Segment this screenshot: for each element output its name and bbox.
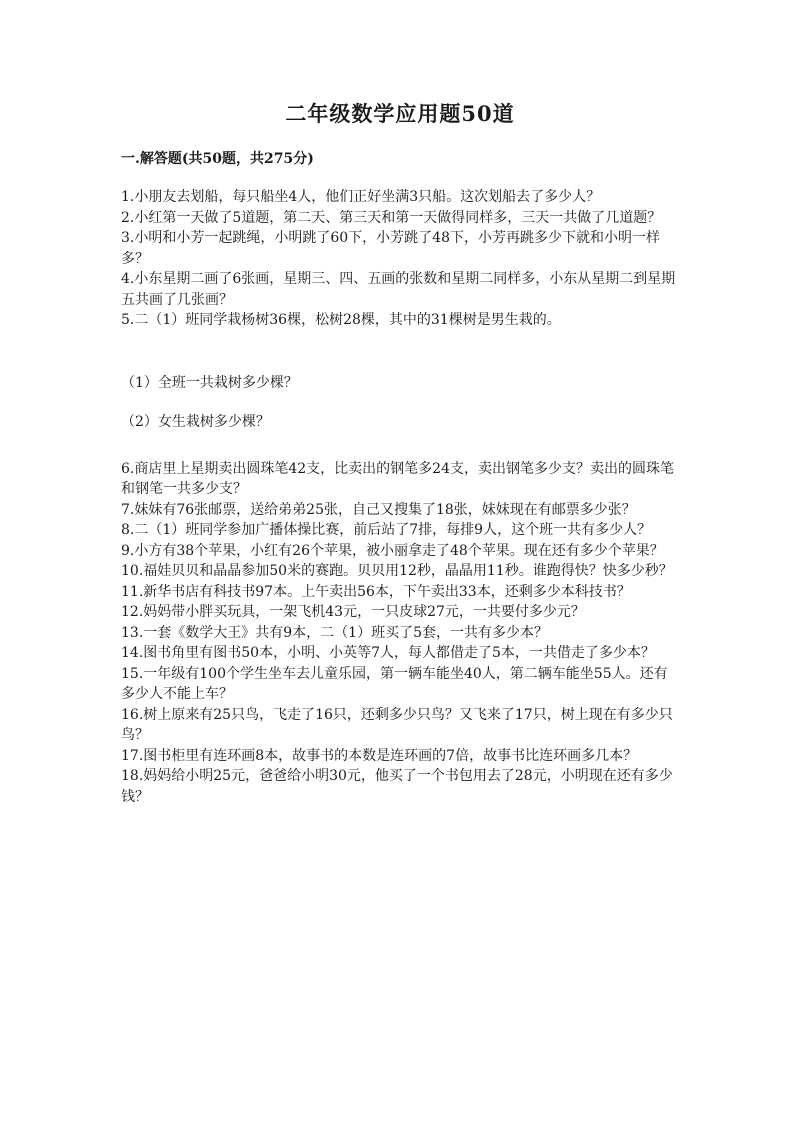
question-item: 6.商店里上星期卖出圆珠笔42支，比卖出的钢笔多24支，卖出钢笔多少支？卖出的圆珠笔和钢笔一共多少支？ — [121, 460, 674, 497]
question-item: 15.一年级有100个学生坐车去儿童乐园，第一辆车能坐40人，第二辆车能坐55人。还有多少人不能上车？ — [121, 665, 668, 702]
section-heading: 一.解答题(共50题，共275分) — [121, 151, 314, 167]
question-item: 10.福娃贝贝和晶晶参加50米的赛跑。贝贝用12秒，晶晶用11秒。谁跑得快？快多少秒？ — [121, 563, 673, 579]
question-item: 5.二（1）班同学栽杨树36棵，松树28棵，其中的31棵树是男生栽的。 — [121, 312, 561, 328]
question-item: 1.小朋友去划船，每只船坐4人，他们正好坐满3只船。这次划船去了多少人？ — [121, 189, 601, 205]
question-item: 18.妈妈给小明25元，爸爸给小明30元，他买了一个书包用去了28元，小明现在还有多少钱？ — [121, 768, 673, 805]
question-item: 17.图书柜里有连环画8本，故事书的本数是连环画的7倍，故事书比连环画多几本？ — [121, 747, 638, 764]
question-item: 7.妹妹有76张邮票，送给弟弟25张，自己又搜集了18张，妹妹现在有邮票多少张？ — [121, 501, 636, 518]
sub-question-item: （1）全班一共栽树多少棵？ — [121, 374, 298, 391]
question-item: 8.二（1）班同学参加广播体操比赛，前后站了7排，每排9人，这个班一共有多少人？ — [121, 522, 652, 538]
question-item: 4.小东星期二画了6张画，星期三、四、五画的张数和星期二同样多，小东从星期二到星期五共画了几张画？ — [121, 271, 676, 308]
question-item: 11.新华书店有科技书97本。上午卖出56本，下午卖出33本，还剩多少本科技书？ — [121, 583, 631, 600]
question-item: 16.树上原来有25只鸟，飞走了16只，还剩多少只鸟？又飞来了17只，树上现在有多少只鸟？ — [121, 706, 673, 743]
question-item: 9.小方有38个苹果，小红有26个苹果，被小丽拿走了48个苹果。现在还有多少个苹果？ — [121, 542, 664, 559]
question-list — [121, 187, 681, 807]
question-item: 13.一套《数学大王》共有9本，二（1）班买了5套，一共有多少本？ — [121, 624, 548, 641]
question-item: 3.小明和小芳一起跳绳，小明跳了60下，小芳跳了48下，小芳再跳多少下就和小明一样多？ — [121, 230, 660, 267]
question-item: 12.妈妈带小胖买玩具，一架飞机43元，一只皮球27元，一共要付多少元？ — [121, 604, 585, 620]
sub-question-block — [121, 373, 681, 433]
sub-question-item: （2）女生栽树多少棵？ — [121, 414, 270, 430]
question-item: 14.图书角里有图书50本，小明、小英等7人，每人都借走了5本，一共借走了多少本？ — [121, 645, 655, 661]
question-item: 2.小红第一天做了5道题，第二天、第三天和第一天做得同样多，三天一共做了几道题？ — [121, 209, 662, 226]
page-title: 二年级数学应用题50道 — [285, 101, 515, 126]
